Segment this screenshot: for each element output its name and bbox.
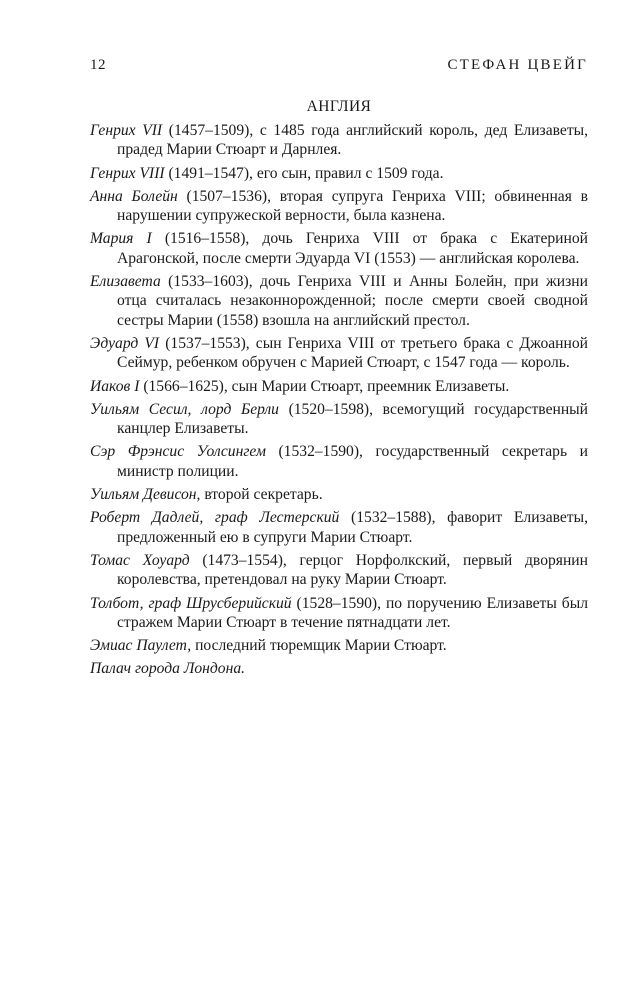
character-entry [90,334,588,373]
running-title: СТЕФАН ЦВЕЙГ [447,57,588,73]
character-name: Генрих VII [90,122,163,139]
character-description: (1532–1590), государственный секретарь и министр полиции. [117,443,588,480]
character-entry [90,377,588,396]
character-description: (1528–1590), по поручению Елизаветы был стражем Марии Стюарт в течение пятнадцати лет. [117,594,588,631]
character-description: (1566–1625), сын Марии Стюарт, преемник Елизаветы. [139,377,510,395]
character-entry [90,121,588,160]
character-name: Эмиас Паулет, [90,637,192,655]
character-entry [90,551,588,590]
character-name: Роберт Дадлей, граф Лестерский [90,509,340,527]
character-description: (1537–1553), сын Генриха VIII от третьего брака с Джоанной Сеймур, ребенком обручен с Марией Стюарт, с 1547 года — король. [117,334,589,372]
character-name: Уильям Девисон, [90,486,201,504]
book-page [90,55,588,683]
character-entry [90,485,588,504]
character-entry [90,400,588,439]
section-heading: АНГЛИЯ [306,98,372,115]
character-entry [90,594,588,633]
character-name: Анна Болейн [90,187,178,205]
character-description: (1516–1558), дочь Генриха VIII от брака с Екатериной Арагонской, после смерти Эдуарда VI (1553) — английская королева. [117,230,588,267]
character-description: (1520–1598), всемогущий государственный канцлер Елизаветы. [117,400,588,438]
character-name: Эдуард VI [90,334,160,352]
character-entry [90,442,588,481]
character-entry [90,164,588,183]
page-number: 12 [90,57,106,73]
character-description: второй секретарь. [200,486,323,504]
running-head [90,55,588,75]
character-name: Сэр Фрэнсис Уолсингем [90,443,266,461]
character-description: последний тюремщик Марии Стюарт. [191,637,447,655]
character-description: (1491–1547), его сын, правил с 1509 года. [164,164,444,182]
character-name: Елизавета [90,273,161,291]
character-name: Генрих VIII [90,164,165,182]
character-name: Палач города Лондона. [90,660,246,678]
character-name: Томас Хоуард [90,551,190,569]
character-description: (1507–1536), вторая супруга Генриха VIII; обвиненная в нарушении супружеской верности, была казнена. [117,187,588,225]
character-description: (1533–1603), дочь Генриха VIII и Анны Болейн, при жизни отца считалась незаконнорожденной; после смерти своей сводной сестры Марии (1558) взошла на английский престол. [117,273,588,329]
character-entry [90,508,588,547]
character-entry [90,636,588,655]
character-entry [90,229,588,268]
character-name: Мария I [90,230,152,248]
character-description: (1473–1554), герцог Норфолкский, первый дворянин королевства, претендовал на руку Марии Стюарт. [117,551,588,589]
character-entry [90,187,588,226]
character-description: (1457–1509), с 1485 года английский король, дед Елизаветы, прадед Марии Стюарт и Дарнлея. [117,122,589,159]
character-entry [90,272,588,330]
character-name: Толбот, граф Шрусберийский [90,594,292,612]
character-name: Иаков I [90,377,140,395]
character-list [90,121,588,679]
character-name: Уильям Сесил, лорд Берли [90,400,279,418]
character-entry [90,659,588,678]
character-description: (1532–1588), фаворит Елизаветы, предложенный ею в супруги Марии Стюарт. [117,509,588,546]
